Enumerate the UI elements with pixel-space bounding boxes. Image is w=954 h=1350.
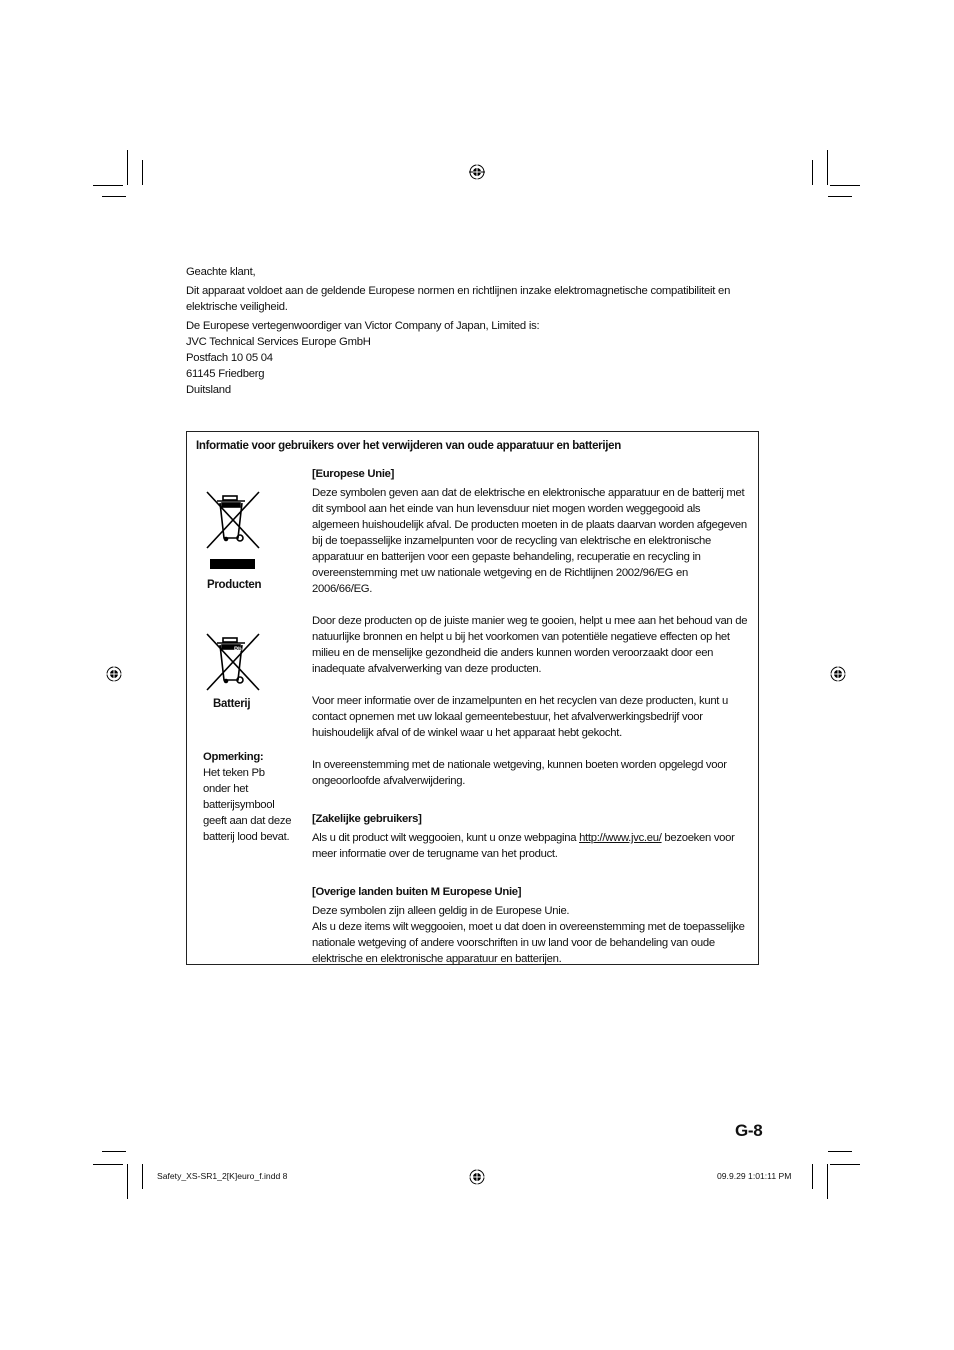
- other-paragraph: Als u deze items wilt weggooien, moet u dat doen in overeenstemming met de toepasselijke nationale wetgeving of andere voorschriften in uw land voor de behandeling van oude elektrische en elektronische apparatuur en batterijen.: [312, 921, 745, 965]
- jvc-website-link[interactable]: http://www.jvc.eu/: [579, 832, 662, 844]
- crop-mark: [102, 196, 126, 197]
- note-line: Het teken Pb: [203, 767, 265, 779]
- eu-paragraph: Voor meer informatie over de inzamelpunten en het recyclen van deze producten, kunt u contact opnemen met uw lokaal gemeentebestuur, het afvalverwerkingsbedrijf voor huishoudelijk afval of de winkel waar u het apparaat hebt gekocht.: [312, 695, 728, 739]
- slug-timestamp: 09.9.29 1:01:11 PM: [717, 1171, 792, 1181]
- battery-label: Batterij: [213, 698, 251, 710]
- disposal-info-box: [186, 431, 759, 965]
- eu-heading: [Europese Unie]: [312, 468, 395, 480]
- address-line: Duitsland: [186, 384, 231, 396]
- registration-mark-icon: [106, 666, 122, 682]
- note-line: geeft aan dat deze: [203, 815, 292, 827]
- crop-mark: [827, 1164, 828, 1199]
- crop-mark: [142, 160, 143, 185]
- note-line: batterijsymbool: [203, 799, 275, 811]
- address-line: JVC Technical Services Europe GmbH: [186, 336, 371, 348]
- greeting: Geachte klant,: [186, 266, 256, 278]
- note-block: [203, 749, 303, 845]
- crop-mark: [127, 150, 128, 185]
- other-paragraph: Deze symbolen zijn alleen geldig in de Europese Unie.: [312, 905, 570, 917]
- crop-mark: [93, 185, 123, 186]
- info-text-column: [312, 466, 748, 967]
- intro-section: [186, 264, 756, 398]
- crop-mark: [830, 185, 860, 186]
- crop-mark: [830, 1164, 860, 1165]
- products-label: Producten: [207, 579, 262, 591]
- business-heading: [Zakelijke gebruikers]: [312, 813, 422, 825]
- business-text: Als u dit product wilt weggooien, kunt u onze webpagina: [312, 832, 577, 844]
- eu-paragraph: Deze symbolen geven aan dat de elektrische en elektronische apparatuur en de batterij met dit symbool aan het einde van hun levensduur niet mogen worden weggegooid als algemeen huishoudelijk afval. De producten moeten in de plaats daarvan worden afgegeven bij de toepasselijke inzamelpunten voor de recycling van elektrische en elektronische apparatuur en batterijen voor een gepaste behandeling, recuperatie en recycling in overeenstemming met uw nationale wetgeving en de Richtlijnen 2002/96/EG en 2006/66/EG.: [312, 487, 747, 595]
- crop-mark: [812, 1164, 813, 1189]
- crop-mark: [828, 196, 852, 197]
- crop-mark: [827, 150, 828, 185]
- crop-mark: [812, 160, 813, 185]
- address-line: Postfach 10 05 04: [186, 352, 273, 364]
- crop-mark: [127, 1164, 128, 1199]
- business-paragraph: [312, 830, 748, 862]
- address-block: [186, 334, 756, 398]
- address-line: 61145 Friedberg: [186, 368, 265, 380]
- crop-mark: [93, 1164, 123, 1165]
- note-title: Opmerking:: [203, 751, 264, 763]
- crop-mark: [142, 1164, 143, 1189]
- registration-mark-icon: [830, 666, 846, 682]
- crossed-bin-icon: [205, 632, 261, 692]
- eu-paragraph: Door deze producten op de juiste manier weg te gooien, helpt u mee aan het behoud van de natuurlijke bronnen en helpt u bij het voorkomen van potentiële negatieve effecten op het milieu en de menselijke gezondheid die anders kunnen worden veroorzaakt door een inadequate afvalverwerking van deze producten.: [312, 615, 748, 675]
- compliance-statement: Dit apparaat voldoet aan de geldende Europese normen en richtlijnen inzake elektromagnetische compatibiliteit en elektrische veiligheid.: [186, 285, 731, 313]
- other-countries-heading: [Overige landen buiten M Europese Unie]: [312, 886, 522, 898]
- box-title: Informatie voor gebruikers over het verwijderen van oude apparatuur en batterijen: [196, 440, 621, 452]
- registration-mark-icon: [469, 1169, 485, 1185]
- product-bar: [210, 559, 255, 569]
- note-line: onder het: [203, 783, 249, 795]
- crossed-bin-icon: [205, 490, 261, 550]
- crop-mark: [102, 1151, 126, 1152]
- page-number: G-8: [735, 1121, 763, 1140]
- registration-mark-icon: [469, 164, 485, 180]
- eu-paragraph: In overeenstemming met de nationale wetgeving, kunnen boeten worden opgelegd voor ongeoorloofde afvalverwijdering.: [312, 759, 727, 787]
- note-line: batterij lood bevat.: [203, 831, 290, 843]
- business-text: bezoeken voor meer informatie over de terugname van het product.: [312, 832, 735, 860]
- representative-intro: De Europese vertegenwoordiger van Victor Company of Japan, Limited is:: [186, 320, 540, 332]
- crop-mark: [828, 1151, 852, 1152]
- lead-mark: Pb: [234, 647, 242, 653]
- slug-filename: Safety_XS-SR1_2[K]euro_f.indd 8: [157, 1171, 288, 1181]
